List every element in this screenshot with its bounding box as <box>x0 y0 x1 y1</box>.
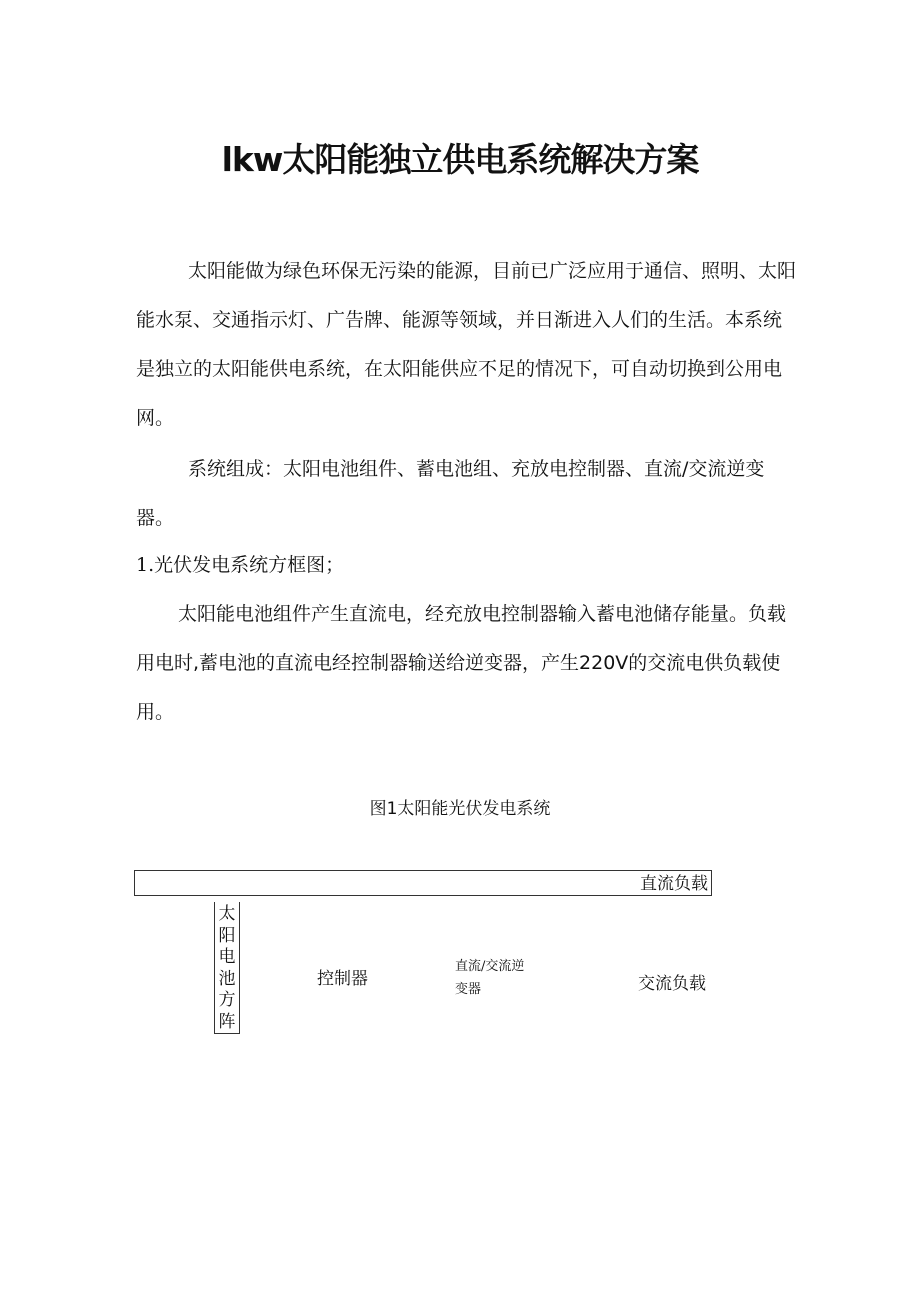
description-text: 太阳能电池组件产生直流电，经充放电控制器输入蓄电池储存能量。负载用电时,蓄电池的直流电经控制器输送给逆变器，产生220V的交流电供负载使用。 <box>136 603 787 723</box>
document-title: lkw太阳能独立供电系统解决方案 <box>221 140 699 179</box>
ac-load-label: 交流负载 <box>638 974 706 994</box>
figure-caption: 图1太阳能光伏发电系统 <box>369 799 551 819</box>
inverter-label: 直流/交流逆变器 <box>455 959 525 997</box>
section-heading: 1.光伏发电系统方框图； <box>136 554 345 576</box>
dc-load-label: 直流负载 <box>640 874 708 894</box>
solar-array-box <box>214 902 240 1034</box>
composition-paragraph <box>136 445 796 543</box>
dc-load-box <box>134 870 712 896</box>
description-paragraph <box>136 590 796 737</box>
composition-text: 系统组成：太阳电池组件、蓄电池组、充放电控制器、直流/交流逆变器。 <box>136 458 765 529</box>
controller-label: 控制器 <box>317 969 368 989</box>
intro-text: 太阳能做为绿色环保无污染的能源，目前已广泛应用于通信、照明、太阳能水泵、交通指示灯、广告牌、能源等领域，并日渐进入人们的生活。本系统是独立的太阳能供电系统，在太阳能供应不足的情况下，可自动切换到公用电网。 <box>136 260 797 429</box>
intro-paragraph <box>136 247 796 443</box>
solar-array-label: 太阳电池方阵 <box>218 904 236 1032</box>
